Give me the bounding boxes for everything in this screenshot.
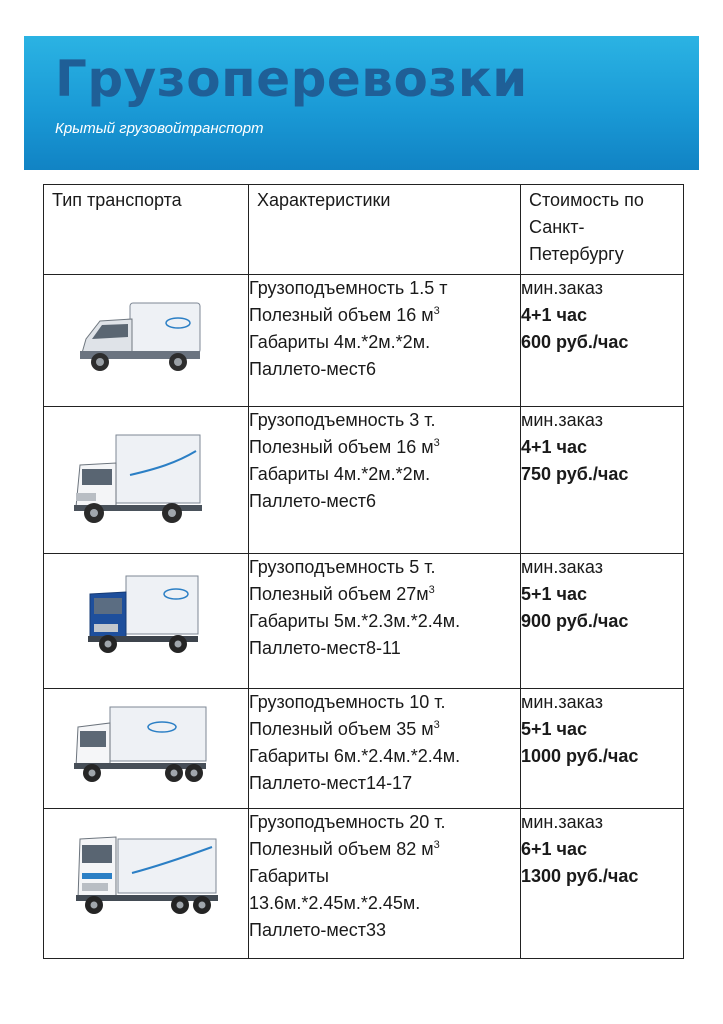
hourly-rate: 900 руб./час <box>521 611 629 631</box>
hourly-rate: 750 руб./час <box>521 464 629 484</box>
min-hours: 5+1 час <box>521 719 588 739</box>
truck-photo-cell <box>44 809 249 959</box>
hourly-rate: 600 руб./час <box>521 332 629 352</box>
spec-volume: Полезный объем 35 $м^3$ <box>249 719 440 739</box>
truck-photo-cell <box>44 407 249 554</box>
spec-dimensions: Габариты 5м.*2.3м.*2.4м. <box>249 611 461 631</box>
spec-capacity: Грузоподъемность 1.5 т <box>249 278 448 298</box>
specs-cell <box>249 407 521 554</box>
min-order-label: мин.заказ <box>521 557 603 577</box>
specs-cell <box>249 809 521 959</box>
specs-cell <box>249 554 521 689</box>
spec-volume: Полезный объем 16 $м^3$ <box>249 437 440 457</box>
min-hours: 4+1 час <box>521 437 588 457</box>
price-cell <box>521 554 684 689</box>
spec-capacity: Грузоподъемность 10 т. <box>249 692 446 712</box>
spec-capacity: Грузоподъемность 20 т. <box>249 812 446 832</box>
spec-pallets: Паллето-мест6 <box>249 359 377 379</box>
spec-volume: Полезный объем 82 $м^3$ <box>249 839 440 859</box>
spec-dimensions: 13.6м.*2.45м.*2.45м. <box>249 893 421 913</box>
table-row <box>44 554 684 689</box>
truck-small-icon <box>74 295 206 381</box>
spec-pallets: Паллето-мест6 <box>249 491 377 511</box>
truck-10t-icon <box>70 701 210 789</box>
table-row <box>44 275 684 407</box>
min-order-label: мин.заказ <box>521 278 603 298</box>
spec-dimensions: Габариты 6м.*2.4м.*2.4м. <box>249 746 461 766</box>
truck-photo-cell <box>44 689 249 809</box>
page-title: Грузоперевозки <box>55 50 528 108</box>
spec-pallets: Паллето-мест33 <box>249 920 387 940</box>
header-specs: Характеристики <box>249 185 521 275</box>
spec-dimensions: Габариты 4м.*2м.*2м. <box>249 332 431 352</box>
min-hours: 4+1 час <box>521 305 588 325</box>
spec-capacity: Грузоподъемность 3 т. <box>249 410 436 430</box>
spec-volume: Полезный объем 16 $м^3$ <box>249 305 440 325</box>
price-cell <box>521 809 684 959</box>
header-banner <box>24 36 699 170</box>
spec-volume: Полезный объем $27м^3$ <box>249 584 435 604</box>
specs-cell <box>249 689 521 809</box>
price-cell <box>521 407 684 554</box>
truck-5t-icon <box>84 572 202 658</box>
spec-pallets: Паллето-мест8-11 <box>249 638 401 658</box>
hourly-rate: 1000 руб./час <box>521 746 639 766</box>
spec-capacity: Грузоподъемность 5 т. <box>249 557 436 577</box>
min-order-label: мин.заказ <box>521 410 603 430</box>
specs-cell <box>249 275 521 407</box>
pricing-table <box>43 184 684 959</box>
spec-dimensions-label: Габариты <box>249 866 329 886</box>
table-row <box>44 689 684 809</box>
price-cell <box>521 689 684 809</box>
header-transport-type: Тип транспорта <box>44 185 249 275</box>
min-hours: 5+1 час <box>521 584 588 604</box>
min-order-label: мин.заказ <box>521 812 603 832</box>
min-hours: 6+1 час <box>521 839 588 859</box>
truck-photo-cell <box>44 554 249 689</box>
spec-dimensions: Габариты 4м.*2м.*2м. <box>249 464 431 484</box>
page-subtitle: Крытый грузовойтранспорт <box>55 120 264 137</box>
spec-pallets: Паллето-мест14-17 <box>249 773 413 793</box>
hourly-rate: 1300 руб./час <box>521 866 639 886</box>
truck-20t-icon <box>72 829 222 921</box>
table-row <box>44 809 684 959</box>
truck-3t-icon <box>66 429 208 531</box>
table-header-row <box>44 185 684 275</box>
price-cell <box>521 275 684 407</box>
header-price: Стоимость по Санкт-Петербургу <box>521 185 684 275</box>
min-order-label: мин.заказ <box>521 692 603 712</box>
truck-photo-cell <box>44 275 249 407</box>
table-row <box>44 407 684 554</box>
